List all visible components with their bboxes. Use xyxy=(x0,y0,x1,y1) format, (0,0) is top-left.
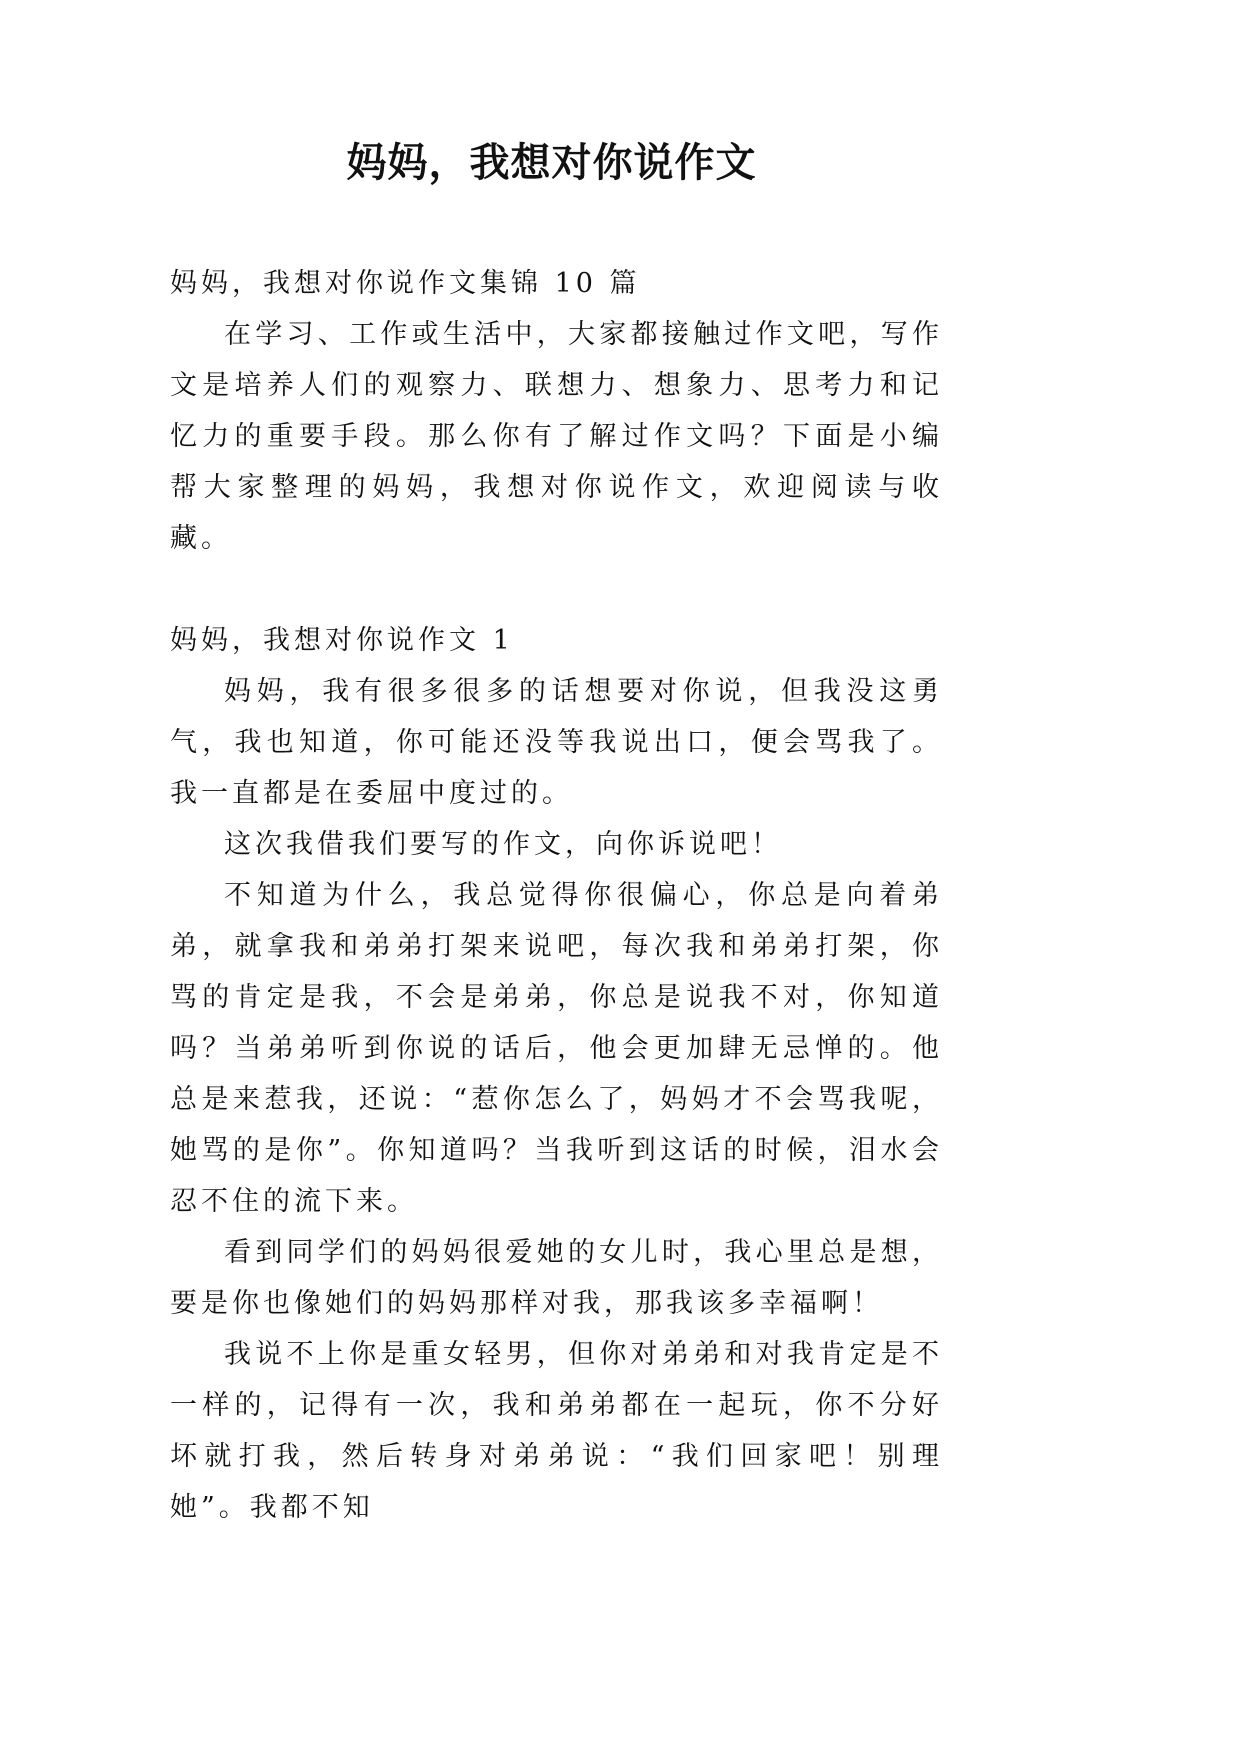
essay-paragraph: 看到同学们的妈妈很爱她的女儿时，我心里总是想，要是你也像她们的妈妈那样对我，那我该多幸福啊！ xyxy=(170,1237,943,1319)
document-body xyxy=(170,258,943,1533)
essay-paragraph: 妈妈，我有很多很多的话想要对你说，但我没这勇气，我也知道，你可能还没等我说出口，便会骂我了。我一直都是在委屈中度过的。 xyxy=(170,676,943,809)
essay-paragraph: 我说不上你是重女轻男，但你对弟弟和对我肯定是不一样的，记得有一次，我和弟弟都在一起玩，你不分好坏就打我，然后转身对弟弟说：“我们回家吧！别理她”。我都不知 xyxy=(170,1339,943,1523)
section-spacer xyxy=(170,564,943,615)
document-title: 妈妈，我想对你说作文 xyxy=(346,139,757,186)
essay-paragraph: 不知道为什么，我总觉得你很偏心，你总是向着弟弟，就拿我和弟弟打架来说吧，每次我和弟弟打架，你骂的肯定是我，不会是弟弟，你总是说我不对，你知道吗？当弟弟听到你说的话后，他会更加肆无忌惮的。他总是来惹我，还说：“惹你怎么了，妈妈才不会骂我呢，她骂的是你”。你知道吗？当我听到这话的时候，泪水会忍不住的流下来。 xyxy=(170,880,943,1217)
essay-heading: 妈妈，我想对你说作文 1 xyxy=(170,625,514,656)
intro-paragraph: 在学习、工作或生活中，大家都接触过作文吧，写作文是培养人们的观察力、联想力、想象力、思考力和记忆力的重要手段。那么你有了解过作文吗？下面是小编帮大家整理的妈妈，我想对你说作文，欢迎阅读与收藏。 xyxy=(170,319,943,554)
essay-paragraph: 这次我借我们要写的作文，向你诉说吧！ xyxy=(224,829,782,860)
collection-heading: 妈妈，我想对你说作文集锦 10 篇 xyxy=(170,268,641,299)
